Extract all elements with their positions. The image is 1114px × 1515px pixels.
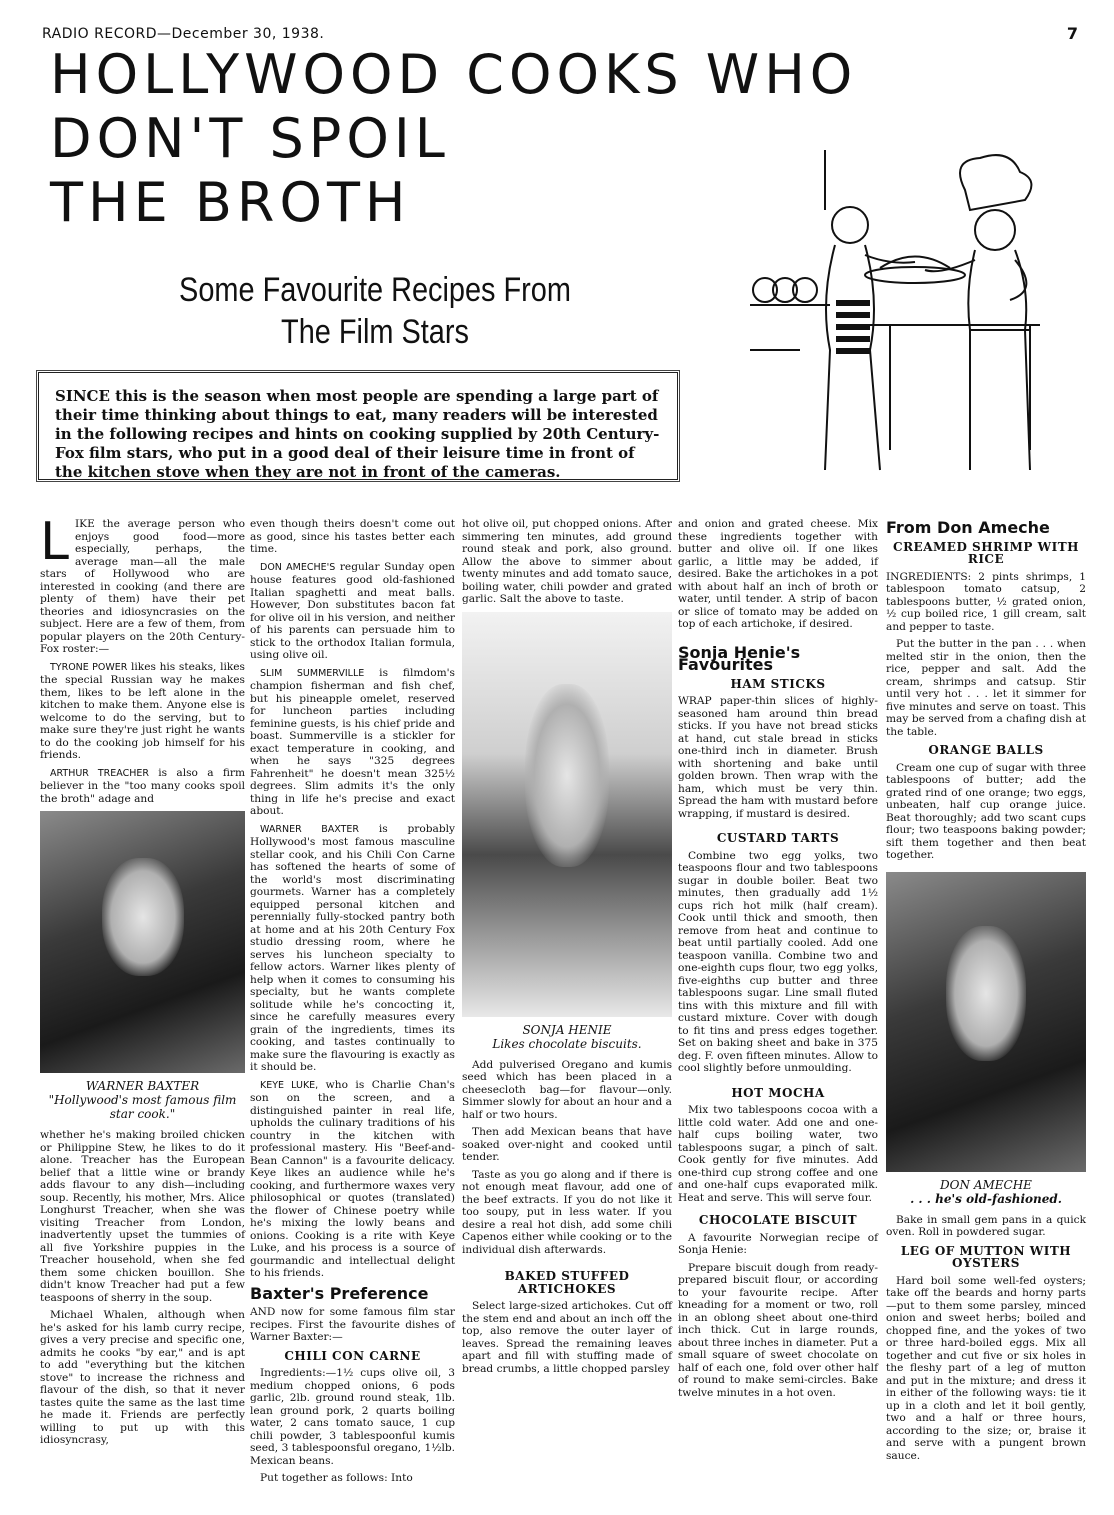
short-chef-head — [832, 207, 868, 243]
intro-box — [38, 372, 678, 480]
headline-line-2: DON'T SPOIL — [50, 107, 450, 170]
col1-lead-paragraph: LIKE the average person who enjoys good food—more especially, perhaps, the average man—all the male stars of Hollywood who are interested in cooking (and there are plenty of them) have their pet theories and idiosyncrasies on the subject. Here are a few of them, from popular players on the 20th Century-Fox roster:— — [40, 512, 245, 655]
col4-artichokes-continued: and onion and grated cheese. Mix these ingredients together with butter and olive oil. If one likes garlic, a little may be added, if desired. Bake the artichokes in a pot with about half an inch of broth or water, until tender. A strip of bacon or slice of tomato may be added on top of each artichoke, if desired. — [678, 518, 878, 630]
recipe-title-chili: CHILI CON CARNE — [284, 1348, 421, 1363]
table — [870, 325, 1040, 450]
col1-tyrone-power: TYRONE POWER likes his steaks, likes the special Russian way he makes them, likes to be left alone in the kitchen to make them. Anyone else is welcome to do the serving, but to make sure they're just right he wants to do the cooking job himself for his friends. — [40, 660, 245, 761]
tall-chef-head — [975, 210, 1015, 250]
recipe-creamed-shrimp-method: Put the butter in the pan . . . when melted stir in the onion, then the rice, pepper and salt. Add the cream, shrimps and catsup. Stir until very hot . . . let it simmer for five minutes and serve on toast. This may be served from a chafing dish at the table. — [886, 638, 1086, 738]
column-1 — [40, 512, 245, 1452]
recipe-title-orange-balls: ORANGE BALLS — [928, 743, 1044, 757]
striped-apron — [836, 300, 870, 354]
chef-hat — [960, 155, 1031, 210]
section-sonja-henie-favourites: Sonja Henie's Favourites — [678, 642, 801, 674]
recipe-hot-mocha: Mix two tablespoons cocoa with a little cold water. Add one and one-half cups boiling water, two tablespoons sugar, a pinch of salt. Cook gently for five minutes. Add one-third cup strong coffee and one and one-half cups evaporated milk. Heat and serve. This will serve four. — [678, 1104, 878, 1204]
recipe-title-chocolate-biscuit: CHOCOLATE BISCUIT — [698, 1213, 858, 1227]
column-4 — [678, 518, 878, 1404]
recipe-title-ham-sticks: HAM STICKS — [730, 676, 826, 691]
recipe-ham-sticks: WRAP paper-thin slices of highly-seasoned ham around thin bread sticks. If you have not bread sticks at hand, cut stale bread in sticks one-third inch in diameter. Brush with shortening and bake until golden brown. Then wrap with the ham, which must be very thin. Spread the ham with mustard before wrapping, if mustard is desired. — [678, 695, 878, 820]
recipe-chili-ingredients: Ingredients:—1½ cups olive oil, 3 medium chopped onions, 6 pods garlic, 2lb. ground round steak, 1lb. lean ground pork, 2 quarts boiling water, 2 cans tomato sauce, 1 cup chili powder, 3 tablespoonful kumis seed, 3 tablespoonsful oregano, 1½lb. Mexican beans. — [250, 1367, 455, 1467]
recipe-title-creamed-shrimp: CREAMED SHRIMP WITH RICE — [893, 539, 1079, 566]
recipe-chocolate-biscuit-intro: A favourite Norwegian recipe of Sonja Henie: — [678, 1231, 878, 1256]
headline-line-3: THE BROTH — [50, 171, 411, 234]
col2-continued: even though theirs doesn't come out as good, since his tastes better each time. — [250, 518, 455, 555]
recipe-leg-of-mutton: Hard boil some well-fed oysters; take off the beards and horny parts—put to them some parsley, minced onion and sweet herbs; boiled and chopped fine, and the yokes of two or three hard-boiled eggs. Mix all together and cut five or six holes in the fleshy part of a leg of mutton and put in the mixture; and dress it in either of the following ways: tie it up in a cloth and let it boil gently, two and a half or three hours, according to the size; or, braise it and serve with a pungent brown sauce. — [886, 1274, 1086, 1462]
don-ameche-caption: DON AMECHE . . . he's old-fashioned. — [910, 1177, 1062, 1206]
headline-line-1: HOLLYWOOD COOKS WHO — [50, 43, 858, 106]
recipe-title-artichokes: BAKED STUFFED ARTICHOKES — [504, 1269, 630, 1296]
masthead: RADIO RECORD—December 30, 1938. — [42, 26, 325, 42]
col1-arthur-treacher: ARTHUR TREACHER is also a firm believer in the "too many cooks spoil the broth" adage and — [40, 766, 245, 805]
recipe-orange-balls-bake: Bake in small gem pans in a quick oven. Roll in powdered sugar. — [886, 1213, 1086, 1238]
recipe-chili-method: Put together as follows: Into — [260, 1472, 413, 1484]
page-number: 7 — [1066, 24, 1078, 43]
col3-beans: Then add Mexican beans that have soaked over-night and cooked until tender. — [462, 1126, 672, 1163]
platter — [865, 267, 965, 283]
subtitle-line-1: Some Favourite Recipes From — [179, 271, 571, 309]
warner-baxter-caption: WARNER BAXTER "Hollywood's most famous film star cook." — [48, 1079, 237, 1121]
section-from-don-ameche: From Don Ameche — [886, 518, 1050, 537]
section-baxters-preference: Baxter's Preference — [250, 1283, 429, 1303]
col2-intro-recipes: AND now for some famous film star recipes. First the favourite dishes of Warner Baxter:— — [250, 1306, 455, 1343]
column-5 — [886, 518, 1086, 1467]
recipe-custard-tarts: Combine two egg yolks, two teaspoons flour and two tablespoons sugar in double boiler. Beat two minutes, then gradually add 1½ cups rich hot milk (half cream). Cook until thick and smooth, then remove from heat and continue to beat until partially cooled. Add one teaspoon vanilla. Combine two and one-eighth cups flour, two egg yolks, five-eighths cup butter and three tablespoons sugar. Line small fluted tins with this mixture and fill with custard mixture. Cover with dough to fit tins and press edges together. Set on baking sheet and bake in 375 deg. F. oven fifteen minutes. Allow to cool slightly before unmoulding. — [678, 849, 878, 1074]
col3-chili-continued: hot olive oil, put chopped onions. After simmering ten minutes, add ground round steak and pork, also ground. Allow the above to simmer about twenty minutes and add tomato sauce, boiling water, chili powder and grated garlic. Salt the above to taste. — [462, 518, 672, 605]
don-ameche-photo — [886, 872, 1086, 1172]
warner-baxter-photo — [40, 811, 245, 1073]
sonja-henie-photo — [462, 612, 672, 1017]
tall-chef-body — [968, 250, 1030, 470]
col1-treacher-continued: whether he's making broiled chicken or Philippine Stew, he likes to do it alone. Treacher has the European belief that a little wine or brandy adds flavour to any dish—including soup. Recently, his mother, Mrs. Alice Longhurst Treacher, when she was visiting Treacher from London, inadvertently upset the tummies of all five Yorkshire puppies in the Treacher household, when she fed them some chicken bouillon. She didn't know Treacher had put a few teaspoons of sherry in the soup. — [40, 1129, 245, 1304]
col2-slim-summerville: SLIM SUMMERVILLE is filmdom's champion fisherman and fish chef, but his pineapple omelet, reserved for luncheon parties including feminine guests, is his chief pride and boast. Summerville is a stickler for exact temperature in cooking, and when he says "325 degrees Fahrenheit" he doesn't mean 325½ degrees. Slim admits it's the only thing in life he's precise and exact about. — [250, 666, 455, 817]
sonja-henie-caption: SONJA HENIE Likes chocolate biscuits. — [492, 1022, 642, 1051]
col1-michael-whalen: Michael Whalen, although when he's asked for his lamb curry recipe, gives a very precise and specific one, admits he cooks "by ear," and is apt to add "everything but the kitchen stove" to increase the richness and flavour of the dish, so that it never tastes quite the same as the last time he made it. Friends are perfectly willing to put up with this idiosyncrasy, — [40, 1309, 245, 1446]
subtitle-line-2: The Film Stars — [281, 313, 469, 351]
column-3 — [462, 518, 672, 1380]
col3-oregano: Add pulverised Oregano and kumis seed which has been placed in a cheesecloth bag—for flavour—only. Simmer slowly for about an hour and a half or two hours. — [462, 1058, 672, 1121]
column-2 — [250, 518, 455, 1490]
col2-don-ameche: DON AMECHE'S regular Sunday open house features good old-fashioned Italian spaghetti and meat balls. However, Don substitutes bacon fat for olive oil in his version, and neither of his parents can persuade him to stick to the orthodox Italian formula, using olive oil. — [250, 560, 455, 661]
col2-keye-luke: KEYE LUKE, who is Charlie Chan's son on the screen, and a distinguished painter in real life, upholds the culinary traditions of his country in the kitchen with professional mastery. His "Beef-and-Bean Cannon" is a favourite delicacy. Keye likes an audience while he's cooking, and furthermore waxes very philosophical or quotes (translated) the flower of Chinese poetry while he's mixing the lowly beans and onions. Cooking is a rite with Keye Luke, and his process is a source of gourmandic and intellectual delight to his friends. — [250, 1078, 455, 1279]
recipe-creamed-shrimp-ingredients: INGREDIENTS: 2 pints shrimps, 1 tablespoon tomato catsup, 2 tablespoons butter, ½ grated onion, ½ cup boiled rice, 1 gill cream, salt and pepper to taste. — [886, 570, 1086, 633]
recipe-artichokes: Select large-sized artichokes. Cut off the stem end and about an inch off the top, also remove the outer layer of leaves. Spread the remaining leaves apart and fill with stuffing made of bread crumbs, a little chopped parsley — [462, 1300, 672, 1375]
recipe-title-hot-mocha: HOT MOCHA — [731, 1085, 825, 1100]
recipe-title-custard-tarts: CUSTARD TARTS — [716, 831, 840, 845]
col3-taste: Taste as you go along and if there is not enough meat flavour, add one of the beef extracts. If you do not like it too soupy, put in less water. If you desire a real hot dish, add some chili Capenos either while cooking or to the individual dish afterwards. — [462, 1168, 672, 1256]
recipe-orange-balls: Cream one cup of sugar with three tablespoons of butter; add the grated rind of one orange; two eggs, unbeaten, half cup orange juice. Beat thoroughly; add two scant cups flour; two teaspoons baking powder; sift them together and then beat together. — [886, 761, 1086, 861]
col2-warner-baxter: WARNER BAXTER is probably Hollywood's most famous masculine stellar cook, and his Chili Con Carne has softened the hearts of some of the world's most discriminating gourmets. Warner has a completely equipped personal kitchen and perennially fully-stocked pantry both at home and at his 20th Century Fox studio dressing room, where he serves his luncheon specialty to fellow actors. Warner likes plenty of help when it comes to consuming his specialty, but he wants complete solitude while he's concocting it, since he carefully measures every grain of the ingredients, times its cooking, and tastes continually to make sure the flavouring is exactly as it should be. — [250, 822, 455, 1073]
recipe-chocolate-biscuit-method: Prepare biscuit dough from ready-prepared biscuit flour, or according to your favourite recipe. After kneading for a moment or two, roll in an oblong sheet about one-third inch thick. Cut in large rounds, about three inches in diameter. Put a small square of sweet chocolate on half of each one, fold over other half of round to make semi-circles. Bake twelve minutes in a hot oven. — [678, 1261, 878, 1399]
drop-cap: L — [40, 512, 69, 572]
recipe-title-leg-of-mutton: LEG OF MUTTON WITH OYSTERS — [900, 1243, 1072, 1270]
intro-text: SINCE this is the season when most people are spending a large part of their time thinking about things to eat, many readers will be interested in the following recipes and hints on cooking supplied by 20th Century-Fox film stars, who put in a good deal of their leisure time in front of the kitchen stove when they are not in front of the cameras. — [55, 387, 660, 481]
chefs-illustration — [740, 150, 1090, 490]
